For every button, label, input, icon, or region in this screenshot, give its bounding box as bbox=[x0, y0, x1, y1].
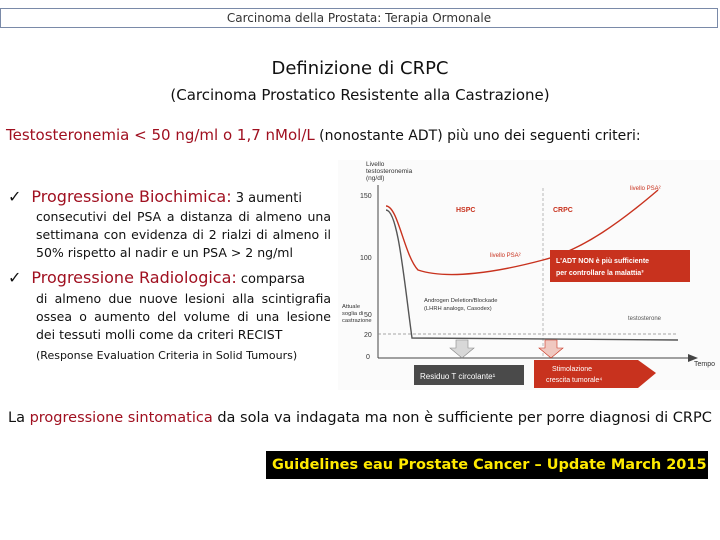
header-bar bbox=[0, 8, 718, 28]
castration-label-2: soglia di bbox=[342, 311, 364, 317]
y-tick-0: 0 bbox=[366, 354, 370, 361]
bullet-radiological-body: di almeno due nuove lesioni alla scintigrafia ossea o aumento del volume di una lesione dei tessuti molli come da criteri RECIST bbox=[36, 291, 331, 342]
slide-title: Definizione di CRPC bbox=[271, 58, 449, 79]
psa-mid-label: livello PSA² bbox=[490, 253, 521, 259]
testosterone-label: testosterone bbox=[628, 316, 662, 322]
y-tick-50: 50 bbox=[364, 312, 372, 319]
guidelines-banner: Guidelines eau Prostate Cancer – Update March 2015 bbox=[266, 451, 708, 479]
criteria-rest: (nonostante ADT) più uno dei seguenti criteri: bbox=[314, 128, 641, 144]
androgen-label-2: (LHRH analogs, Casodex) bbox=[424, 306, 492, 312]
bullet-biochemical-tail: 3 aumenti bbox=[231, 191, 302, 206]
recist-note: (Response Evaluation Criteria in Solid Tumours) bbox=[36, 349, 298, 362]
bullet-biochemical-head bbox=[8, 187, 302, 206]
y-tick-100: 100 bbox=[360, 255, 372, 262]
symptomatic-post: da sola va indagata ma non è sufficiente per porre diagnosi di CRPC bbox=[212, 410, 712, 426]
bullet-radiological-head bbox=[8, 268, 305, 287]
slide-subtitle: (Carcinoma Prostatico Resistente alla Castrazione) bbox=[170, 86, 550, 104]
symptomatic-progression-note bbox=[8, 410, 720, 426]
symptomatic-red: progressione sintomatica bbox=[29, 410, 213, 426]
residual-label: Residuo T circolante¹ bbox=[420, 372, 496, 381]
bullet-biochemical-title: Progressione Biochimica: bbox=[31, 187, 232, 206]
castration-label-1: Attuale bbox=[342, 304, 361, 310]
header-title: Carcinoma della Prostata: Terapia Ormonale bbox=[226, 11, 492, 25]
adt-box-line-1: L'ADT NON è più sufficiente bbox=[556, 258, 650, 265]
psa-top-label: livello PSA² bbox=[630, 186, 661, 192]
figure-ylabel-2: testosteronemia bbox=[366, 168, 413, 175]
bullet-biochemical-body: consecutivi del PSA a distanza di almeno una settimana con evidenza di 2 rialzi di almeno il 50% rispetto al nadir e un PSA > 2 ng/ml bbox=[36, 209, 331, 260]
y-tick-20: 20 bbox=[364, 332, 372, 339]
symptomatic-pre: La bbox=[8, 410, 30, 426]
figure-ylabel-3: (ng/dl) bbox=[366, 175, 385, 182]
check-icon: ✓ bbox=[8, 187, 22, 206]
crpc-figure bbox=[338, 160, 720, 390]
figure-xlabel: Tempo bbox=[694, 361, 716, 368]
castration-label-3: castrazione bbox=[342, 318, 372, 324]
stimulation-line-1: Stimolazione bbox=[552, 366, 593, 373]
y-tick-150: 150 bbox=[360, 193, 372, 200]
stimulation-line-2: crescita tumorale⁴ bbox=[546, 377, 603, 384]
bullet-radiological-tail: comparsa bbox=[236, 272, 305, 287]
adt-box-line-2: per controllare la malattia³ bbox=[556, 270, 644, 277]
crpc-label: CRPC bbox=[553, 207, 573, 214]
check-icon: ✓ bbox=[8, 268, 22, 287]
bullet-radiological-title: Progressione Radiologica: bbox=[31, 268, 237, 287]
criteria-line bbox=[6, 126, 720, 144]
criteria-threshold: Testosteronemia < 50 ng/ml o 1,7 nMol/L bbox=[6, 126, 315, 144]
adt-box bbox=[550, 250, 690, 282]
hspc-label: HSPC bbox=[456, 207, 476, 214]
figure-ylabel-1: Livello bbox=[366, 161, 385, 168]
androgen-label-1: Androgen Deletion/Blockade bbox=[424, 298, 498, 304]
